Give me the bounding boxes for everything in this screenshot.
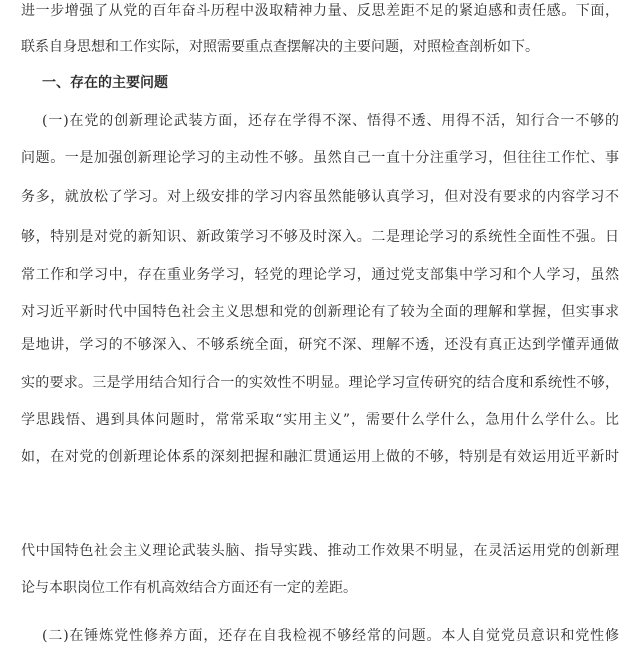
paragraph-line: 够，特别是对党的新知识、新政策学习不够及时深入。二是理论学习的系统性全面性不强。日 [21,229,619,245]
paragraph-line: 代中国特色社会主义理论武装头脑、指导实践、推动工作效果不明显，在灵活运用党的创新理 [21,543,619,559]
paragraph-line: 论与本职岗位工作有机高效结合方面还有一定的差距。 [21,580,357,596]
paragraph-line: (一)在党的创新理论武装方面，还存在学得不深、悟得不透、用得不活，知行合一不够的 [42,113,619,129]
paragraph-line: 常工作和学习中，存在重业务学习，轻党的理论学习，通过党支部集中学习和个人学习，虽然 [21,267,619,283]
paragraph-line: 联系自身思想和工作实际，对照需要重点查摆解决的主要问题，对照检查剖析如下。 [21,39,539,55]
paragraph-line: 对习近平新时代中国特色社会主义思想和党的创新理论有了较为全面的理解和掌握，但实事求 [21,304,619,320]
paragraph-line: 务多，就放松了学习。对上级安排的学习内容虽然能够认真学习，但对没有要求的内容学习不 [21,189,619,205]
section-heading: 一、存在的主要问题 [42,75,168,91]
paragraph-line: 实的要求。三是学用结合知行合一的实效性不明显。理论学习宣传研究的结合度和系统性不够， [21,375,619,391]
paragraph-line: (二)在锤炼党性修养方面，还存在自我检视不够经常的问题。本人自觉党员意识和党性修 [42,628,619,644]
paragraph-line: 问题。一是加强创新理论学习的主动性不够。虽然自己一直十分注重学习，但往往工作忙、事 [21,150,619,166]
paragraph-line: 进一步增强了从党的百年奋斗历程中汲取精神力量、反思差距不足的紧迫感和责任感。下面， [21,3,619,19]
paragraph-line: 学思践悟、遇到具体问题时，常常采取“实用主义”，需要什么学什么，急用什么学什么。比 [21,412,619,428]
paragraph-line: 如，在对党的创新理论体系的深刻把握和融汇贯通运用上做的不够，特别是有效运用近平新时 [21,449,619,465]
paragraph-line: 是地讲，学习的不够深入、不够系统全面，研究不深、理解不透，还没有真正达到学懂弄通做 [21,337,619,353]
